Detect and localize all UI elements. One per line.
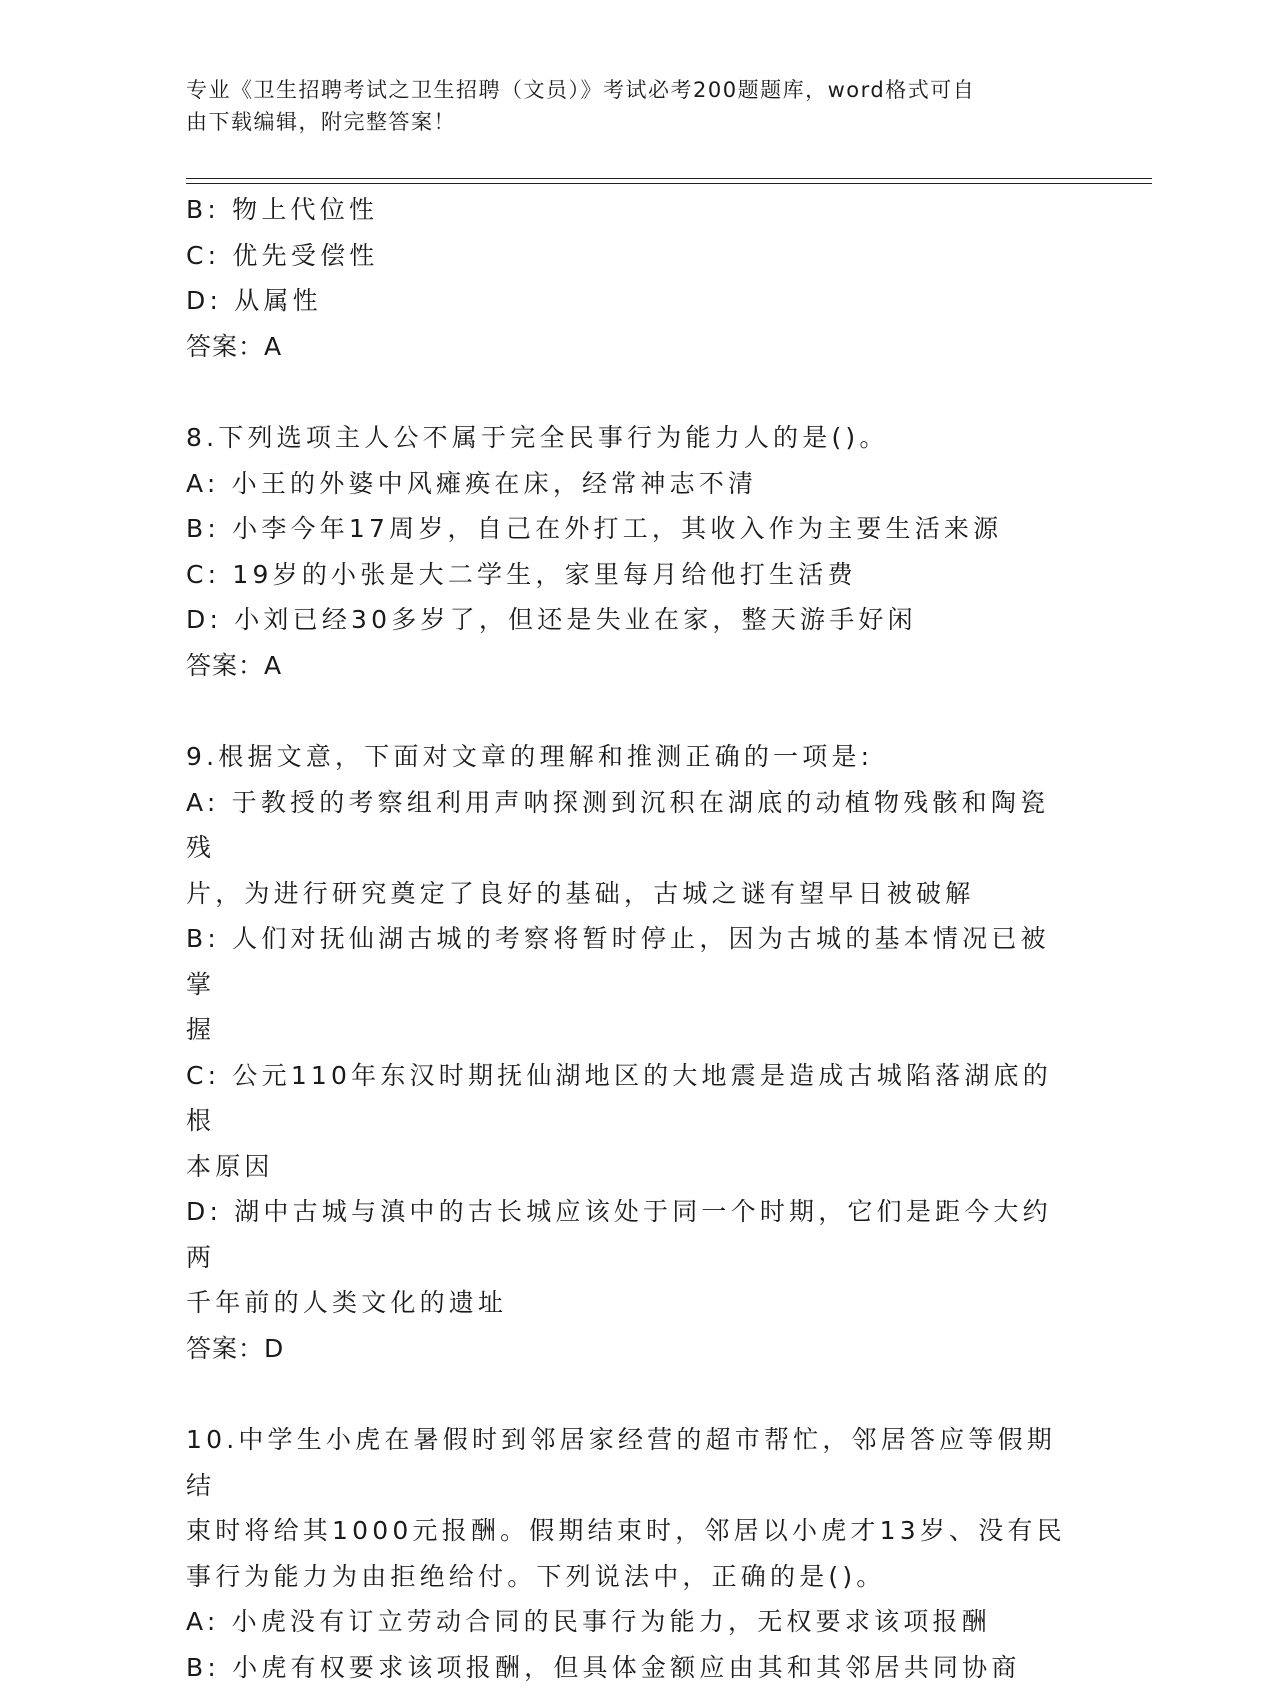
- option-c-line-2: 本原因: [186, 1144, 1066, 1190]
- option-d-line-1: D: 湖中古城与滇中的古长城应该处于同一个时期，它们是距今大约两: [186, 1189, 1066, 1280]
- option-b-line-1: B: 人们对抚仙湖古城的考察将暂时停止，因为古城的基本情况已被掌: [186, 916, 1066, 1007]
- question-stem-line-1: 10.中学生小虎在暑假时到邻居家经营的超市帮忙，邻居答应等假期结: [186, 1417, 1066, 1508]
- answer-line: 答案：A: [186, 643, 1066, 689]
- question-stem: 8.下列选项主人公不属于完全民事行为能力人的是()。: [186, 415, 1066, 461]
- question-stem: 9.根据文意，下面对文章的理解和推测正确的一项是:: [186, 734, 1066, 780]
- option-a: A: 小王的外婆中风瘫痪在床，经常神志不清: [186, 461, 1066, 507]
- question-10: [186, 1417, 1066, 1690]
- header-divider-bottom: [186, 183, 1152, 184]
- option-d: D: 从属性: [186, 278, 1066, 324]
- question-stem-line-2: 束时将给其1000元报酬。假期结束时，邻居以小虎才13岁、没有民: [186, 1508, 1066, 1554]
- option-b-line-2: 握: [186, 1007, 1066, 1053]
- option-d-line-2: 千年前的人类文化的遗址: [186, 1280, 1066, 1326]
- option-a-line-2: 片，为进行研究奠定了良好的基础，古城之谜有望早日被破解: [186, 871, 1066, 917]
- spacer: [186, 369, 1066, 415]
- document-header: [186, 74, 1066, 138]
- header-line-1: 专业《卫生招聘考试之卫生招聘（文员）》考试必考200题题库，word格式可自: [186, 74, 1066, 106]
- question-content: [186, 187, 1066, 1690]
- option-a: A: 小虎没有订立劳动合同的民事行为能力，无权要求该项报酬: [186, 1599, 1066, 1645]
- option-c-line-1: C: 公元110年东汉时期抚仙湖地区的大地震是造成古城陷落湖底的根: [186, 1053, 1066, 1144]
- header-divider-top: [186, 178, 1152, 179]
- question-9: [186, 734, 1066, 1371]
- option-a-line-1: A: 于教授的考察组利用声呐探测到沉积在湖底的动植物残骸和陶瓷残: [186, 780, 1066, 871]
- answer-line: 答案：D: [186, 1326, 1066, 1372]
- answer-line: 答案：A: [186, 324, 1066, 370]
- question-8: [186, 415, 1066, 688]
- option-b: B: 小虎有权要求该项报酬，但具体金额应由其和其邻居共同协商: [186, 1645, 1066, 1690]
- header-line-2: 由下载编辑，附完整答案！: [186, 106, 1066, 138]
- option-c: C: 优先受偿性: [186, 233, 1066, 279]
- option-c: C: 19岁的小张是大二学生，家里每月给他打生活费: [186, 552, 1066, 598]
- option-d: D: 小刘已经30多岁了，但还是失业在家，整天游手好闲: [186, 597, 1066, 643]
- spacer: [186, 688, 1066, 734]
- question-7-continued: [186, 187, 1066, 369]
- question-stem-line-3: 事行为能力为由拒绝给付。下列说法中，正确的是()。: [186, 1554, 1066, 1600]
- option-b: B: 小李今年17周岁，自己在外打工，其收入作为主要生活来源: [186, 506, 1066, 552]
- spacer: [186, 1371, 1066, 1417]
- option-b: B: 物上代位性: [186, 187, 1066, 233]
